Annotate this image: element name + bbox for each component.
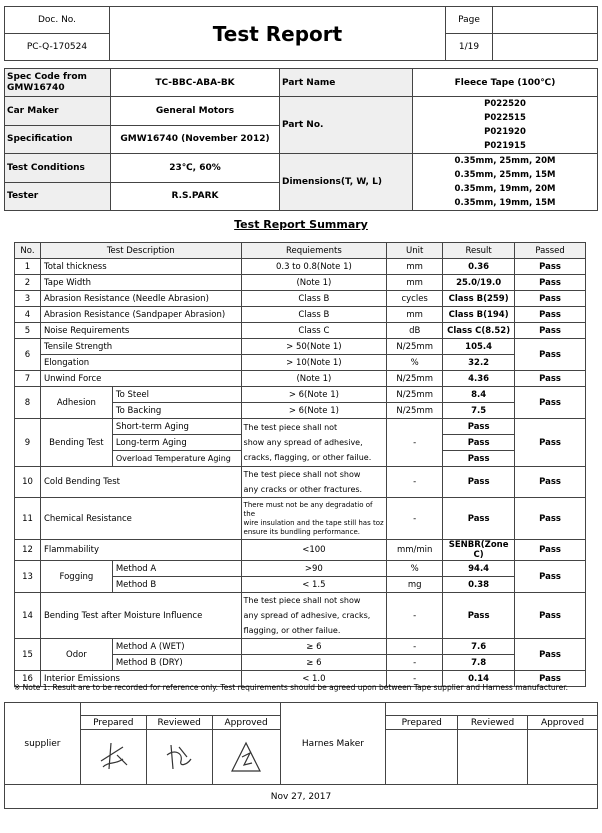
row-unit: cycles — [387, 291, 443, 307]
harness-blank — [386, 703, 598, 716]
row-passed: Pass — [515, 498, 586, 540]
row-result: 0.14 — [443, 671, 515, 687]
req-line: the — [243, 509, 256, 518]
table-row — [15, 593, 586, 639]
col-passed: Passed — [515, 243, 586, 259]
row-result: Pass — [443, 467, 515, 498]
table-row — [15, 467, 586, 498]
row-result: 25.0/19.0 — [443, 275, 515, 291]
dimensions-list — [413, 154, 598, 211]
supplier-label: supplier — [5, 703, 81, 785]
reviewed-signature — [146, 730, 212, 785]
row-req: ≥ 6 — [241, 639, 387, 655]
row-req: < 1.5 — [241, 577, 387, 593]
footnote: ※ Note 1: Result are to be recorded for reference only. Test requirements should be agreed upon between Tape supplier and Harness manufacturer. — [14, 683, 568, 692]
row-no: 14 — [15, 593, 41, 639]
row-desc: Abrasion Resistance (Needle Abrasion) — [40, 291, 241, 307]
dimension-item: 0.35mm, 19mm, 20M — [454, 184, 556, 194]
table-header-row — [15, 243, 586, 259]
row-passed: Pass — [515, 275, 586, 291]
table-row — [15, 259, 586, 275]
req-line: cracks, flagging, or other failue. — [243, 453, 372, 462]
spec-code-label: Spec Code from GMW16740 — [5, 69, 111, 97]
row-desc: Interior Emissions — [40, 671, 241, 687]
specification: GMW16740 (November 2012) — [111, 125, 280, 154]
part-no-item: P021915 — [484, 141, 526, 151]
part-name-label: Part Name — [280, 69, 413, 97]
table-row — [15, 387, 586, 403]
row-req: < 1.0 — [241, 671, 387, 687]
row-desc: Unwind Force — [40, 371, 241, 387]
row-no: 9 — [15, 419, 41, 467]
row-no: 2 — [15, 275, 41, 291]
row-passed: Pass — [515, 307, 586, 323]
row-no: 13 — [15, 561, 41, 593]
row-unit: N/25mm — [387, 403, 443, 419]
page-title: Test Report — [110, 7, 446, 61]
req-line: The test piece shall not — [243, 423, 338, 432]
row-result: 7.6 — [443, 639, 515, 655]
row-unit: - — [387, 498, 443, 540]
row-passed: Pass — [515, 540, 586, 561]
part-no-item: P022515 — [484, 113, 526, 123]
dimensions-label: Dimensions(T, W, L) — [280, 154, 413, 211]
row-unit: % — [387, 561, 443, 577]
col-result: Result — [443, 243, 515, 259]
row-req: 0.3 to 0.8(Note 1) — [241, 259, 387, 275]
tester-label: Tester — [5, 182, 111, 211]
table-row — [15, 561, 586, 577]
row-passed: Pass — [515, 467, 586, 498]
req-line: any cracks or other fractures. — [243, 485, 363, 494]
test-conditions: 23℃, 60% — [111, 154, 280, 183]
table-row — [15, 498, 586, 540]
table-row — [15, 291, 586, 307]
row-req — [241, 498, 387, 540]
page-number: 1/19 — [446, 34, 493, 61]
row-result: Class B(194) — [443, 307, 515, 323]
row-req: ≥ 6 — [241, 655, 387, 671]
row-result: Pass — [443, 593, 515, 639]
req-line: The test piece shall not show — [243, 470, 361, 479]
row-result: 94.4 — [443, 561, 515, 577]
table-row — [15, 540, 586, 561]
row-sub: Method B — [112, 577, 241, 593]
part-no-item: P021920 — [484, 127, 526, 137]
table-row — [15, 339, 586, 355]
table-row — [15, 639, 586, 655]
reviewed-label: Reviewed — [146, 716, 212, 730]
header-blank — [493, 7, 598, 34]
row-result: Pass — [443, 419, 515, 435]
prepared-label: Prepared — [80, 716, 146, 730]
row-result: Pass — [443, 498, 515, 540]
row-no: 5 — [15, 323, 41, 339]
dimension-item: 0.35mm, 25mm, 20M — [454, 156, 556, 166]
harness-maker-label: Harnes Maker — [280, 703, 386, 785]
dimension-item: 0.35mm, 25mm, 15M — [454, 170, 556, 180]
page-label: Page — [446, 7, 493, 34]
row-passed: Pass — [515, 561, 586, 593]
row-desc: Abrasion Resistance (Sandpaper Abrasion) — [40, 307, 241, 323]
row-passed: Pass — [515, 639, 586, 671]
row-req: >90 — [241, 561, 387, 577]
approved-label-2: Approved — [528, 716, 598, 730]
row-desc: Tensile Strength — [40, 339, 241, 355]
row-sub: Short-term Aging — [112, 419, 241, 435]
table-row — [15, 355, 586, 371]
summary-title: Test Report Summary — [234, 218, 368, 231]
row-req — [241, 467, 387, 498]
row-passed: Pass — [515, 339, 586, 371]
row-no: 6 — [15, 339, 41, 371]
row-sub: Method A (WET) — [112, 639, 241, 655]
req-line: show any spread of adhesive, — [243, 438, 363, 447]
row-desc: Odor — [40, 639, 112, 671]
approved-label: Approved — [212, 716, 280, 730]
row-passed: Pass — [515, 371, 586, 387]
row-desc: Chemical Resistance — [40, 498, 241, 540]
row-no: 15 — [15, 639, 41, 671]
part-no-list — [413, 97, 598, 154]
prepared-label-2: Prepared — [386, 716, 458, 730]
specification-label: Specification — [5, 125, 111, 154]
row-desc: Bending Test after Moisture Influence — [40, 593, 241, 639]
row-result: 32.2 — [443, 355, 515, 371]
row-desc: Cold Bending Test — [40, 467, 241, 498]
harness-prepared-signature — [386, 730, 458, 785]
req-line: There must not be any degradatio of — [243, 500, 373, 509]
row-sub: Overload Temperature Aging — [112, 451, 241, 467]
row-req: (Note 1) — [241, 275, 387, 291]
row-no: 16 — [15, 671, 41, 687]
row-result: 0.38 — [443, 577, 515, 593]
row-result: SENBR(Zone C) — [443, 540, 515, 561]
row-no: 10 — [15, 467, 41, 498]
row-desc: Fogging — [40, 561, 112, 593]
row-req — [241, 593, 387, 639]
row-desc: Bending Test — [40, 419, 112, 467]
row-unit: N/25mm — [387, 371, 443, 387]
row-req: Class B — [241, 291, 387, 307]
part-name: Fleece Tape (100℃) — [413, 69, 598, 97]
table-row — [15, 323, 586, 339]
table-row — [15, 307, 586, 323]
row-desc: Tape Width — [40, 275, 241, 291]
table-row — [15, 275, 586, 291]
test-conditions-label: Test Conditions — [5, 154, 111, 183]
row-desc: Flammability — [40, 540, 241, 561]
row-unit: mm — [387, 275, 443, 291]
row-unit: N/25mm — [387, 387, 443, 403]
approved-signature — [212, 730, 280, 785]
row-unit: mm — [387, 307, 443, 323]
spec-code: TC-BBC-ABA-BK — [111, 69, 280, 97]
info-table — [4, 68, 598, 211]
row-unit: N/25mm — [387, 339, 443, 355]
req-line: flagging, or other failue. — [243, 626, 341, 635]
col-desc: Test Description — [40, 243, 241, 259]
table-row — [15, 371, 586, 387]
row-no: 8 — [15, 387, 41, 419]
part-no-item: P022520 — [484, 99, 526, 109]
row-unit: - — [387, 419, 443, 467]
col-req: Requiements — [241, 243, 387, 259]
approval-table — [4, 702, 598, 785]
summary-table — [14, 242, 586, 687]
harness-reviewed-signature — [458, 730, 528, 785]
header-blank-2 — [493, 34, 598, 61]
report-date: Nov 27, 2017 — [4, 785, 598, 809]
row-req: > 6(Note 1) — [241, 387, 387, 403]
row-no: 12 — [15, 540, 41, 561]
row-no: 7 — [15, 371, 41, 387]
row-unit: - — [387, 639, 443, 655]
row-unit: dB — [387, 323, 443, 339]
row-desc: Elongation — [40, 355, 241, 371]
row-result: Pass — [443, 451, 515, 467]
req-line: wire insulation and the tape still has toz — [243, 518, 384, 527]
row-req: > 50(Note 1) — [241, 339, 387, 355]
row-result: 8.4 — [443, 387, 515, 403]
col-unit: Unit — [387, 243, 443, 259]
car-maker-label: Car Maker — [5, 97, 111, 126]
row-result: 105.4 — [443, 339, 515, 355]
row-result: Class B(259) — [443, 291, 515, 307]
tester: R.S.PARK — [111, 182, 280, 211]
table-row — [15, 419, 586, 435]
car-maker: General Motors — [111, 97, 280, 126]
col-no: No. — [15, 243, 41, 259]
signature-approved-icon — [226, 739, 266, 775]
reviewed-label-2: Reviewed — [458, 716, 528, 730]
row-unit: mm — [387, 259, 443, 275]
row-passed: Pass — [515, 291, 586, 307]
req-line: any spread of adhesive, cracks, — [243, 611, 371, 620]
doc-no: PC-Q-170524 — [5, 34, 110, 61]
row-result: Class C(8.52) — [443, 323, 515, 339]
part-no-label: Part No. — [280, 97, 413, 154]
row-unit: - — [387, 655, 443, 671]
row-result: 0.36 — [443, 259, 515, 275]
row-passed: Pass — [515, 259, 586, 275]
req-line: ensure its bundling performance. — [243, 527, 361, 536]
row-no: 4 — [15, 307, 41, 323]
row-result: 4.36 — [443, 371, 515, 387]
row-result: Pass — [443, 435, 515, 451]
row-passed: Pass — [515, 323, 586, 339]
row-unit: - — [387, 467, 443, 498]
row-desc: Noise Requirements — [40, 323, 241, 339]
row-passed: Pass — [515, 419, 586, 467]
row-passed: Pass — [515, 593, 586, 639]
supplier-blank — [80, 703, 280, 716]
dimension-item: 0.35mm, 19mm, 15M — [454, 198, 556, 208]
row-unit: mg — [387, 577, 443, 593]
row-req: > 6(Note 1) — [241, 403, 387, 419]
row-req — [241, 419, 387, 467]
row-desc: Adhesion — [40, 387, 112, 419]
row-result: 7.8 — [443, 655, 515, 671]
row-sub: Long-term Aging — [112, 435, 241, 451]
row-no: 3 — [15, 291, 41, 307]
row-sub: To Backing — [112, 403, 241, 419]
doc-no-label: Doc. No. — [5, 7, 110, 34]
row-no: 11 — [15, 498, 41, 540]
row-req: (Note 1) — [241, 371, 387, 387]
row-req: Class B — [241, 307, 387, 323]
req-line: The test piece shall not show — [243, 596, 361, 605]
row-req: > 10(Note 1) — [241, 355, 387, 371]
harness-approved-signature — [528, 730, 598, 785]
row-unit: - — [387, 593, 443, 639]
report-header — [4, 6, 598, 61]
row-unit: % — [387, 355, 443, 371]
row-req: Class C — [241, 323, 387, 339]
row-passed: Pass — [515, 671, 586, 687]
row-passed: Pass — [515, 387, 586, 419]
row-result: 7.5 — [443, 403, 515, 419]
row-req: <100 — [241, 540, 387, 561]
signature-reviewed-icon — [159, 739, 199, 775]
row-sub: Method A — [112, 561, 241, 577]
row-desc: Total thickness — [40, 259, 241, 275]
row-sub: To Steel — [112, 387, 241, 403]
row-sub: Method B (DRY) — [112, 655, 241, 671]
signature-prepared-icon — [93, 739, 133, 775]
row-unit: mm/min — [387, 540, 443, 561]
row-unit: - — [387, 671, 443, 687]
prepared-signature — [80, 730, 146, 785]
row-no: 1 — [15, 259, 41, 275]
